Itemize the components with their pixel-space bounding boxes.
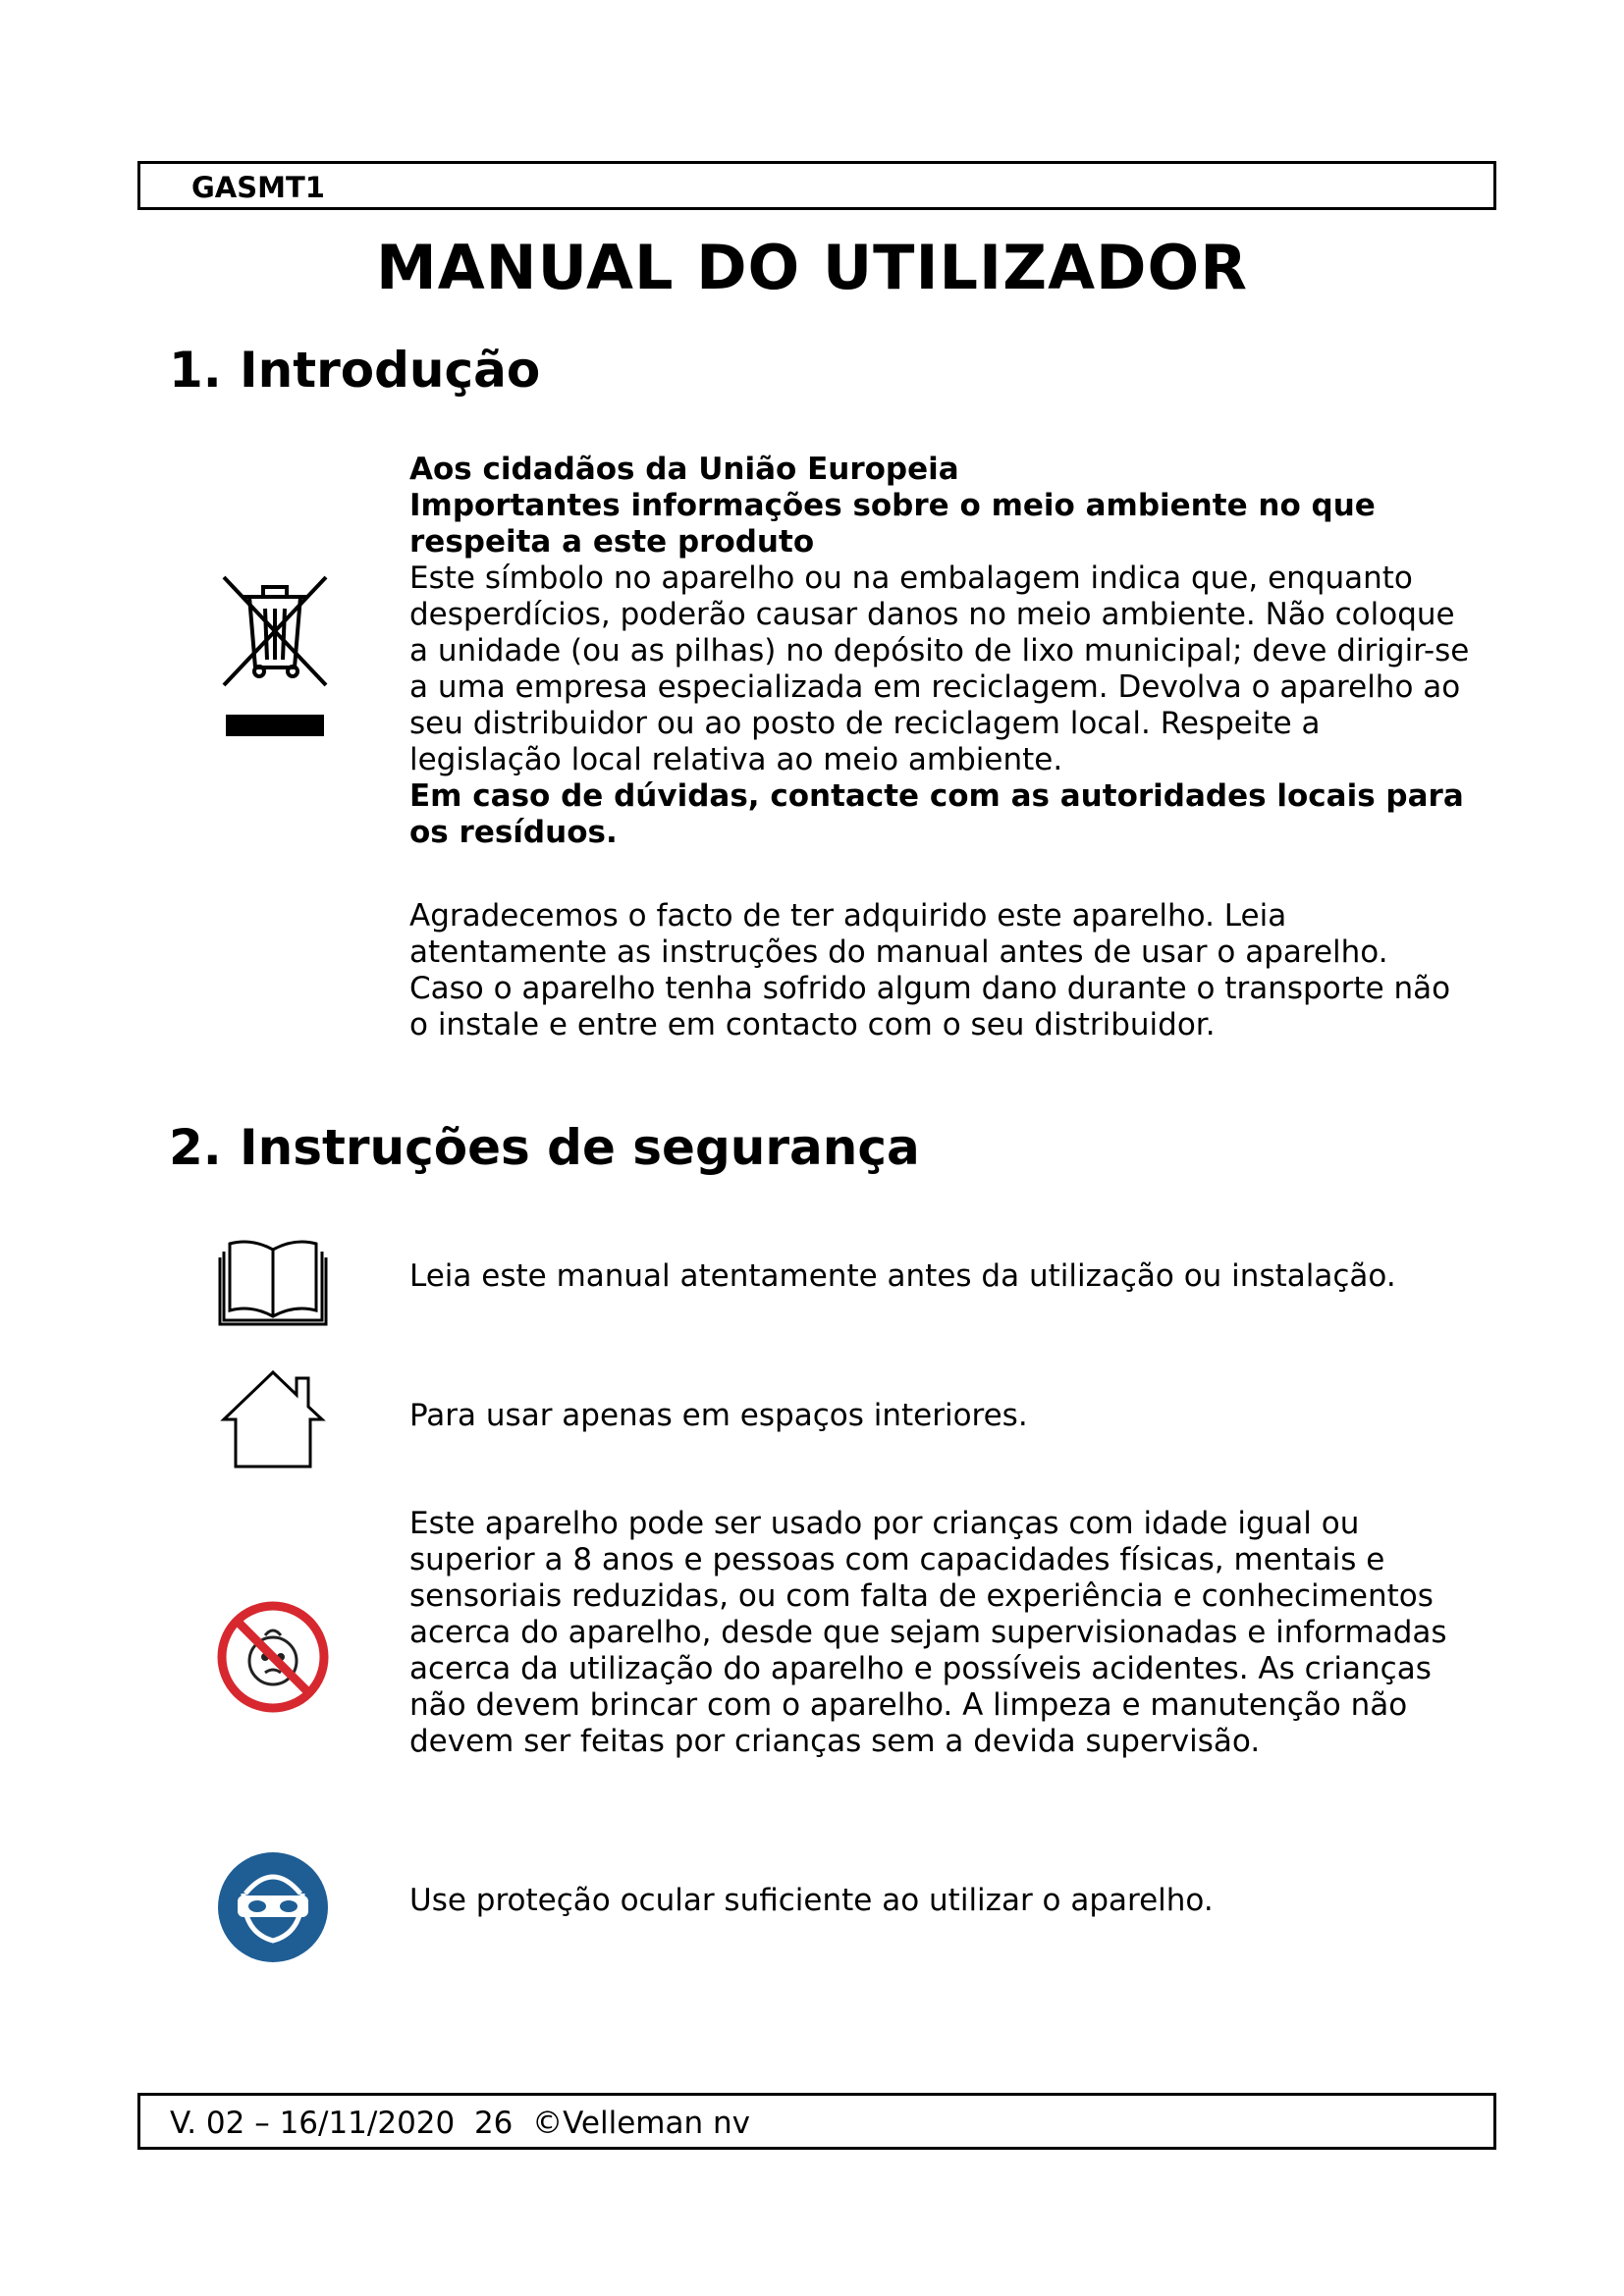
product-code: GASMT1	[191, 171, 325, 204]
thanks-text	[409, 898, 1470, 1043]
safety-text: Use proteção ocular suficiente ao utilizar o aparelho.	[409, 1883, 1214, 1918]
safety-text: Leia este manual atentamente antes da utilização ou instalação.	[409, 1258, 1396, 1294]
section-number: 1.	[169, 342, 222, 399]
safety-item-3	[409, 1506, 1470, 1760]
environment-contact: Em caso de dúvidas, contacte com as autoridades locais para os resíduos.	[409, 778, 1464, 850]
no-children-icon	[216, 1600, 330, 1714]
indoor-use-icon	[216, 1364, 330, 1472]
safety-text: Para usar apenas em espaços interiores.	[409, 1398, 1028, 1433]
environment-text: Este símbolo no aparelho ou na embalagem indica que, enquanto desperdícios, poderão causar danos no meio ambiente. Não coloque a unidade (ou as pilhas) no depósito de lixo municipal; deve dirigir-se a uma empresa especializada em reciclagem. Devolva o aparelho ao seu distribuidor ou ao posto de reciclagem local. Respeite a legislação local relativa ao meio ambiente.	[409, 561, 1470, 777]
section-title: Introdução	[240, 342, 541, 399]
section-title: Instruções de segurança	[240, 1119, 920, 1176]
eu-title: Aos cidadãos da União Europeia	[409, 452, 959, 487]
read-manual-icon	[216, 1232, 330, 1326]
footer-box	[137, 2093, 1496, 2150]
safety-item-1	[409, 1258, 1470, 1295]
header-box	[137, 161, 1496, 210]
page-title: MANUAL DO UTILIZADOR	[376, 232, 1248, 303]
section-heading-introduction	[169, 342, 540, 399]
environment-title: Importantes informações sobre o meio ambiente no que respeita a este produto	[409, 488, 1376, 560]
weee-text-block	[409, 452, 1470, 851]
section-number: 2.	[169, 1119, 222, 1176]
safety-text: Este aparelho pode ser usado por crianças com idade igual ou superior a 8 anos e pessoas com capacidades físicas, mentais e sensoriais reduzidas, ou com falta de experiência e conhecimentos acerca do aparelho, desde que sejam supervisionadas e informadas acerca da utilização do aparelho e possíveis acidentes. As crianças não devem brincar com o aparelho. A limpeza e manutenção não devem ser feitas por crianças sem a devida supervisão.	[409, 1506, 1447, 1759]
eye-protection-icon	[216, 1850, 330, 1964]
safety-item-2	[409, 1398, 1470, 1434]
footer-text: V. 02 – 16/11/2020 26 ©Velleman nv	[170, 2106, 750, 2141]
section-heading-safety	[169, 1119, 920, 1176]
safety-item-4	[409, 1883, 1470, 1919]
weee-crossed-bin-icon	[214, 569, 338, 746]
thanks-paragraph: Agradecemos o facto de ter adquirido este aparelho. Leia atentamente as instruções do manual antes de usar o aparelho. Caso o aparelho tenha sofrido algum dano durante o transporte não o instale e entre em contacto com o seu distribuidor.	[409, 898, 1451, 1042]
